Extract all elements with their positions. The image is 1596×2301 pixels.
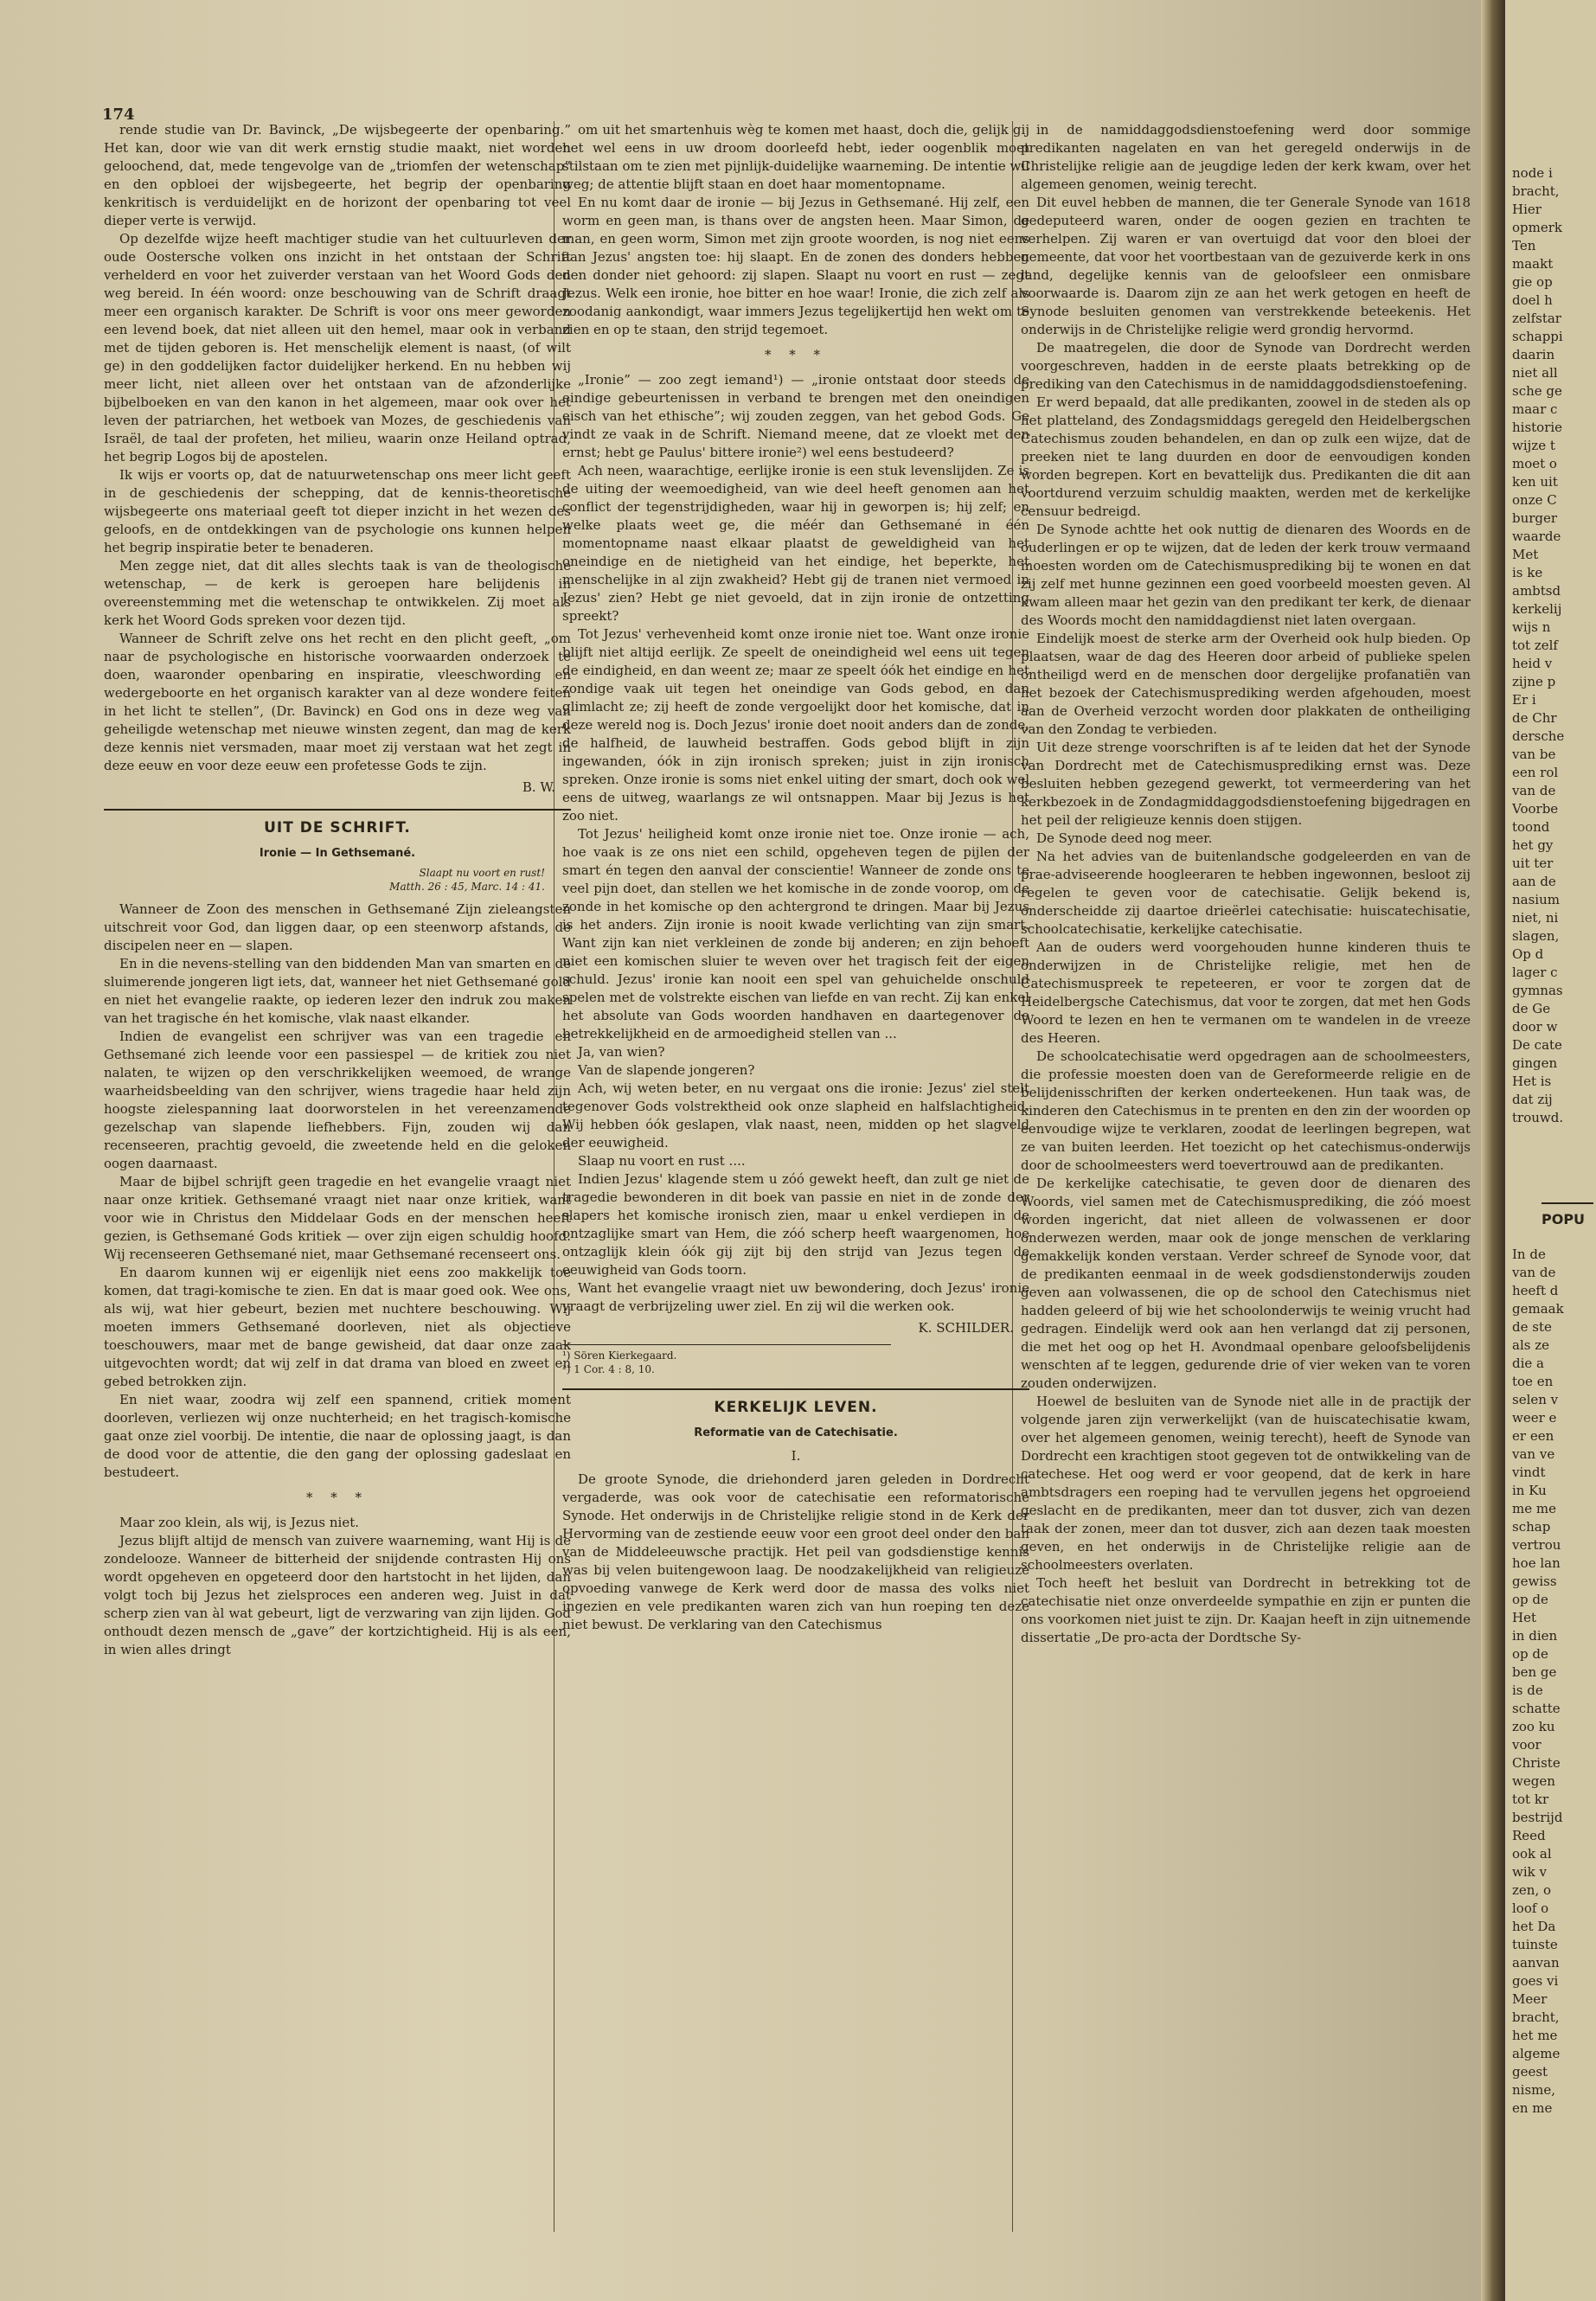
adjacent-page-line: moet o [1512, 456, 1557, 471]
adjacent-page-line: schatte [1512, 1701, 1561, 1716]
paragraph: De groote Synode, die driehonderd jaren geleden in Dordrecht vergaderde, was ook voor de catechisatie een reformatorische Synode. Het onderwijs in de Christelijke religie stond in de Kerk der Hervorming van de zestiende eeuw voor een groot deel onder den ban van de Middeleeuwsche practijk. Het peil van godsdienstige kennis was bij velen buitengewoon laag. De noodzakelijkheid van religieuze opvoeding vanwege de Kerk werd door de massa des volks niet ingezien en vele predikanten waren zich van hun roeping ten deze niet bewust. De verklaring van den Catechismus [562, 1471, 1029, 1632]
adjacent-page-line: heeft d [1512, 1283, 1559, 1298]
adjacent-page-line: selen v [1512, 1392, 1559, 1407]
adjacent-page-line: het me [1512, 2028, 1558, 2043]
adjacent-page-line: door w [1512, 1019, 1558, 1035]
adjacent-page-line: is ke [1512, 565, 1543, 580]
adjacent-page-text-top [1512, 164, 1594, 1127]
paragraph: Indien de evangelist een schrijver was van een tragedie en Gethsemané zich leende voor een passiespel — de kritiek zou niet nalaten, te wijzen op den verschrikkelijken weemoed, de wrange waarheidsbeelding van den schrijver, wiens tragedie haar held zijn hoogste zielespanning laat doorworstelen in het vereenzamende gezelschap van slapende liefhebbers. Fijn, zouden wij dan recenseeren, prachtig gevoeld, die zweetende held en die geloken oogen daarnaast. [104, 1029, 571, 1171]
paragraph: Maar de bijbel schrijft geen tragedie en het evangelie vraagt niet naar onze kritiek. Gethsemané vraagt niet naar onze kritiek, want voor wie in Christus den Middelaar Gods en der menschen heeft gezien, is Gethsemané Gods kritiek — over zijn eigen schuldig hoofd. Wij recenseeren Gethsemané niet, maar Gethsemané recenseert ons. [104, 1174, 571, 1262]
adjacent-page-text-bottom [1512, 1246, 1594, 2118]
adjacent-page-line: loof o [1512, 1900, 1549, 1916]
adjacent-page-line: doel h [1512, 292, 1553, 308]
paragraph: Eindelijk moest de sterke arm der Overheid ook hulp bieden. Op plaatsen, waar de dag des Heeren door arbeid of publieke spelen ontheiligd werd en de menschen door dergelijke profanatiën van het bezoek der Catechismusprediking werden afgehouden, moest aan de Overheid verzocht worden door plakkaten de ontheiliging van den Zondag te verbieden. [1021, 631, 1471, 737]
adjacent-page-line: gie op [1512, 274, 1553, 290]
paragraph: Ach, wij weten beter, en nu vergaat ons die ironie: Jezus' ziel stelt tegenover Gods volstrektheid ook onze slapheid en halfslachtigheid. Wij hebben óók geslapen, vlak naast, neen, midden op het slagveld der eeuwigheid. [562, 1080, 1029, 1150]
paragraph: Jezus blijft altijd de mensch van zuivere waarneming, want Hij is de zondelooze. Wanneer de bitterheid der snijdende contrasten Hij ons wordt opgeheven en opgeteerd door den hartstocht in het lijden, dan volgt toch bij Jezus het zielsproces een anderen weg. Juist in dat scherp zien van àl wat gebeurt, ligt de verzwaring van zijn lijden. God onthoudt dezen mensch de „gave” der kortzichtigheid. Hij is als een, in wien alles dringt [104, 1533, 571, 1657]
adjacent-page-line: wijze t [1512, 438, 1555, 453]
paragraph: De Synode deed nog meer. [1036, 830, 1213, 846]
paragraph: rende studie van Dr. Bavinck, „De wijsbegeerte der openbaring.” Het kan, door wie van dit werk ernstig studie maakt, niet worden geloochend, dat, mede tengevolge van de „triomfen der wetenschap” en den opbloei der wijsbegeerte, het begrip der openbaring kenkritisch is verduidelijkt en de horizont der openbaring tot veel dieper verte is verwijd. [104, 122, 571, 228]
adjacent-page-heading: POPU [1542, 1202, 1593, 1227]
adjacent-page-line: schappi [1512, 329, 1563, 344]
adjacent-page-line: bracht, [1512, 183, 1560, 199]
paragraph: En niet waar, zoodra wij zelf een spannend, critiek moment doorleven, verliezen wij onze nuchterheid; en het tragisch-komische gaat onze ziel voorbij. De intentie, die naar de oplossing jaagt, is dan de dood voor de attentie, die den gang der oplossing gadeslaat en bestudeert. [104, 1392, 571, 1480]
adjacent-page-line: dersche [1512, 728, 1565, 744]
adjacent-page-line: is de [1512, 1682, 1543, 1698]
page-number: 174 [102, 106, 135, 124]
adjacent-page-line: in dien [1512, 1628, 1558, 1644]
adjacent-page-line: onze C [1512, 492, 1557, 508]
paragraph: En daarom kunnen wij er eigenlijk niet eens zoo makkelijk toe komen, dat tragi-komische te zien. En dat is maar goed ook. Wee ons, als wij, wat hier gebeurt, bezien met nuchtere beschouwing. Wij moeten immers Gethsemané doorleven, niet als objectieve toeschouwers, maar met de bange gewisheid, dat daar onze zaak uitgevochten wordt; dat wij zelf in dat drama van bloed en zweet en gebed betrokken zijn. [104, 1265, 571, 1389]
footnote: ²) 1 Cor. 4 : 8, 10. [562, 1363, 655, 1375]
section-heading: KERKELIJK LEVEN. [562, 1388, 1029, 1417]
adjacent-page-line: een rol [1512, 765, 1559, 780]
adjacent-page-line: zijne p [1512, 674, 1556, 689]
adjacent-page-line: ook al [1512, 1846, 1552, 1862]
section-break-stars: * * * [764, 347, 828, 362]
adjacent-page-line: op de [1512, 1592, 1548, 1607]
adjacent-page-line: als ze [1512, 1337, 1549, 1353]
adjacent-page-line: er een [1512, 1428, 1554, 1444]
paragraph: Ik wijs er voorts op, dat de natuurwetenschap ons meer licht geeft in de geschiedenis der schepping, dat de kennis-theoretische wijsbegeerte ons materiaal geeft tot dieper inzicht in het wezen des geloofs, en de ontdekkingen van de psychologie ons kunnen helpen het begrip inspiratie beter te benaderen. [104, 467, 571, 555]
adjacent-page-line: niet all [1512, 365, 1558, 381]
adjacent-page-line: tot kr [1512, 1791, 1549, 1807]
paragraph: Ja, van wien? [578, 1044, 665, 1060]
adjacent-page-line: trouwd. [1512, 1110, 1564, 1125]
adjacent-page-line: gymnas [1512, 983, 1563, 998]
adjacent-page-line: Er i [1512, 692, 1536, 708]
paragraph: De schoolcatechisatie werd opgedragen aan de schoolmeesters, die professie moesten doen van de Gereformeerde religie en de belijdenisschriften der kerken onderteekenen. Hun taak was, de kinderen den Catechismus in te prenten en den zin der woorden op eenvoudige wijze te verklaren, zoodat de leerlingen begrepen, wat ze van buiten leerden. Het toezicht op het catechismus-onderwijs door de schoolmeesters werd toevertrouwd aan de predikanten. [1021, 1048, 1471, 1173]
adjacent-page-line: nasium [1512, 892, 1560, 907]
adjacent-page-line: Het [1512, 1610, 1536, 1625]
adjacent-page-line: heid v [1512, 656, 1553, 671]
paragraph: „Ironie” — zoo zegt iemand¹) — „ironie ontstaat door steeds de eindige gebeurtenissen in verband te brengen met den oneindigen eisch van het ethische”; wij zouden zeggen, van het gebod Gods. Ge vindt ze vaak in de Schrift. Niemand meene, dat ze vloekt met den ernst; hebt ge Paulus' bittere ironie²) wel eens bestudeerd? [562, 372, 1029, 460]
motto-reference: Matth. 26 : 45, Marc. 14 : 41. [389, 881, 545, 893]
adjacent-page-line: kerkelij [1512, 601, 1562, 617]
paragraph: De kerkelijke catechisatie, te geven door de dienaren des Woords, viel samen met de Catechismusprediking, die zóó moest worden ingericht, dat niet alleen de volwassenen er door onderwezen werden, maar ook de jonge menschen de verklaring gemakkelijk konden verstaan. Verder schreef de Synode voor, dat de predikanten eenmaal in de week godsdienstonderwijs zouden geven aan volwassenen, die op de school den Catechismus niet hadden geleerd of bij wie het schoolonderwijs te weinig vrucht had gedragen. Eindelijk werd ook aan hen verlangd dat zij personen, die met het oog op het H. Avondmaal openbare geloofsbelijdenis wenschten af te leggen, gedurende drie of vier weken van te voren zouden onderwijzen. [1021, 1176, 1471, 1391]
adjacent-page-line: Meer [1512, 1991, 1548, 2007]
adjacent-page-line: aanvan [1512, 1955, 1560, 1971]
article-title: Reformatie van de Catechisatie. [694, 1426, 898, 1439]
paragraph: En nu komt daar de ironie — bij Jezus in Gethsemané. Hij zelf, een worm en geen man, is thans over de angsten heen. Maar Simon, de man, en geen worm, Simon met zijn groote woorden, is nog niet eens aan Jezus' angsten toe: hij slaapt. En de zonen des donders hebben den donder niet gehoord: zij slapen. Slaapt nu voort en rust — zegt Jezus. Welk een ironie, hoe bitter en hoe waar! Ironie, die zich zelf als zoodanig aankondigt, waar immers Jezus tegelijkertijd hen wekt om te zien en op te staan, den strijd tegemoet. [562, 195, 1029, 337]
footnotes [562, 1344, 891, 1376]
adjacent-page-line: Reed [1512, 1828, 1546, 1843]
adjacent-page-line: me me [1512, 1501, 1556, 1516]
adjacent-page-line: maar c [1512, 401, 1558, 417]
adjacent-page-line: wegen [1512, 1773, 1555, 1789]
paragraph: Men zegge niet, dat dit alles slechts taak is van de theologische wetenschap, — de kerk is geroepen hare belijdenis in overeenstemming met die wetenschap te ontwikkelen. Zij moet als kerk het Woord Gods spreken voor dezen tijd. [104, 558, 571, 628]
adjacent-page-line: wijs n [1512, 619, 1551, 635]
motto-text: Slaapt nu voort en rust! [419, 867, 545, 879]
paragraph: De Synode achtte het ook nuttig de dienaren des Woords en de ouderlingen er op te wijzen, dat de leden der kerk trouw vermaand moesten worden om de Catechismusprediking bij te wonen en dat zij zelf met hunne gezinnen een goed voorbeeld moesten geven. Al kwam alleen maar het gezin van den predikant ter kerk, de dienaar des Woords mocht den namiddagdienst niet laten overgaan. [1021, 522, 1471, 628]
paragraph: Aan de ouders werd voorgehouden hunne kinderen thuis te onderwijzen in de Christelijke religie, met hen de Catechismuspreek te repeteeren, er voor te zorgen dat de Heidelbergsche Catechismus, dat voor te zorgen, dat met hen Gods Woord te lezen en hen te vermanen om te wandelen in de vreeze des Heeren. [1021, 939, 1471, 1046]
adjacent-page-line: aan de [1512, 874, 1556, 889]
adjacent-page-line: ben ge [1512, 1664, 1557, 1680]
adjacent-page-line: vindt [1512, 1465, 1546, 1480]
adjacent-page-line: gingen [1512, 1055, 1558, 1071]
paragraph: om uit het smartenhuis wèg te komen met haast, doch die, gelijk gij het wel eens in uw droom doorleefd hebt, ieder oogenblik moet stilstaan om te zien met pijnlijk-duidelijke waarneming. De intentie wil weg; de attentie blijft staan en doet haar momentopname. [562, 122, 1029, 192]
adjacent-page-line: lager c [1512, 965, 1558, 980]
adjacent-page-line: hoe lan [1512, 1555, 1561, 1571]
adjacent-page-line: niet, ni [1512, 910, 1559, 926]
adjacent-page-line: schap [1512, 1519, 1551, 1535]
adjacent-page-line: Voorbe [1512, 801, 1559, 817]
paragraph: Na het advies van de buitenlandsche godgeleerden en van de prae-adviseerende hoogleeraren te hebben ingewonnen, besloot zij regelen te geven voor de catechisatie. Gelijk bekend is, onderscheidde zij daartoe drieërlei catechisatie: huiscatechisatie, schoolcatechisatie, kerkelijke catechisatie. [1021, 849, 1471, 937]
paragraph: Toch heeft het besluit van Dordrecht in betrekking tot de catechisatie niet onze onverdeelde sympathie en zijn er punten die ons voorkomen niet juist te zijn. Dr. Kaajan heeft in zijn uitnemende dissertatie „De pro-acta der Dordtsche Sy- [1021, 1575, 1471, 1645]
paragraph: Wanneer de Schrift zelve ons het recht en den plicht geeft, „om naar de psychologische en historische voorwaarden onderzoek te doen, waaronder openbaring en inspiratie, vleeschwording en wedergeboorte en het organisch karakter van al deze wondere feiten in het licht te stellen”, (Dr. Bavinck) en God ons in deze weg van geheiligde wetenschap met nieuwe winsten zegent, dan mag de kerk deze kennis niet versmaden, maar moet zij verstaan wat het zegt in deze eeuw en voor deze eeuw een profetesse Gods te zijn. [104, 631, 571, 773]
adjacent-page-line: weer e [1512, 1410, 1557, 1426]
adjacent-page-line: algeme [1512, 2046, 1561, 2061]
adjacent-page-line: toe en [1512, 1374, 1554, 1389]
adjacent-page-line: Christe [1512, 1755, 1561, 1771]
adjacent-page-line: geest [1512, 2064, 1548, 2080]
paragraph: Ach neen, waarachtige, eerlijke ironie is een stuk levenslijden. Ze is de uiting der weemoedigheid, van wie deel heeft genomen aan het conflict der tegenstrijdigheden, waar hij in geworpen is; hij zelf; en welke plaats weet ge, die méér dan Gethsemané in één momentopname naast elkaar plaatst de geweldigheid van het oneindige en de nietigheid van het eindige, het beperkte, het menschelijke in al zijn zwakheid? Hebt gij de tranen niet vermoed in Jezus' zien? Hebt ge niet gevoeld, dat in zijn ironie de ontzetting spreekt? [562, 463, 1029, 624]
adjacent-page-line: die a [1512, 1356, 1544, 1371]
adjacent-page-line: sche ge [1512, 383, 1562, 399]
column-3 [1021, 121, 1471, 2232]
adjacent-page-line: bestrijd [1512, 1810, 1563, 1825]
article-continuation [104, 121, 571, 797]
adjacent-page-line: ken uit [1512, 474, 1558, 490]
adjacent-page-line: dat zij [1512, 1092, 1553, 1107]
adjacent-page-line: ambtsd [1512, 583, 1561, 599]
adjacent-page-line: Op d [1512, 946, 1544, 962]
adjacent-page-line: vertrou [1512, 1537, 1561, 1553]
adjacent-page-line: voor [1512, 1737, 1542, 1753]
paragraph: in de namiddaggodsdienstoefening werd door sommige predikanten nagelaten en van het geregeld onderwijs in de Christelijke religie aan de jeugdige leden der kerk kwam, over het algemeen genomen, weinig terecht. [1021, 122, 1471, 192]
paragraph: En in die nevens-stelling van den biddenden Man van smarten en de sluimerende jongeren ligt iets, dat, wanneer het niet Gethsemané gold en niet het evangelie raakte, op iederen lezer den indruk zou maken van het tragische én het komische, vlak naast elkander. [104, 956, 571, 1026]
adjacent-page-line: Het is [1512, 1074, 1552, 1089]
adjacent-page-line: burger [1512, 510, 1558, 526]
author-signature: K. SCHILDER. [918, 1320, 1014, 1336]
adjacent-page-line: tuinste [1512, 1937, 1558, 1952]
adjacent-page-line: waarde [1512, 529, 1561, 544]
adjacent-page-line: op de [1512, 1646, 1548, 1662]
section-heading: UIT DE SCHRIFT. [104, 809, 571, 837]
adjacent-page-line: de Chr [1512, 710, 1557, 726]
adjacent-page-line: node i [1512, 165, 1553, 181]
paragraph: De maatregelen, die door de Synode van Dordrecht werden voorgeschreven, hadden in de eerste plaats betrekking op de prediking van den Catechismus in de namiddaggodsdienstoefening. [1021, 340, 1471, 392]
paragraph: Slaap nu voort en rust .... [578, 1153, 746, 1169]
adjacent-page-line: zoo ku [1512, 1719, 1555, 1734]
page-spine-shadow [1481, 0, 1505, 2301]
adjacent-page-line: de Ge [1512, 1001, 1551, 1016]
adjacent-page-line: van be [1512, 747, 1556, 762]
adjacent-page-line: toond [1512, 819, 1550, 835]
adjacent-page-line: de ste [1512, 1319, 1552, 1335]
adjacent-page-line: In de [1512, 1247, 1546, 1262]
article-title: Ironie — In Gethsemané. [259, 847, 416, 860]
part-numeral: I. [791, 1448, 801, 1464]
adjacent-page-line: slagen, [1512, 928, 1560, 944]
adjacent-page-line: zen, o [1512, 1882, 1552, 1898]
adjacent-page-line: zelfstar [1512, 311, 1561, 326]
paragraph: Hoewel de besluiten van de Synode niet alle in de practijk der volgende jaren zijn verwerkelijkt (van de huiscatechisatie kwam, over het algemeen genomen, weinig terecht), heeft de Synode van Dordrecht een krachtigen stoot gegeven tot de ontwikkeling van de catechese. Het oog werd er voor geopend, dat de kerk in hare ambtsdragers een roeping had te vervullen jegens het opgroeiend geslacht en de predikanten, meer dan tot dusver, zich van dezen taak der zonen, meer dan tot dusver, zich aan dezen taak moesten geven, en het onderwijs in de Christelijke religie aan de schoolmeesters overlaten. [1021, 1394, 1471, 1573]
adjacent-page-line: uit ter [1512, 856, 1554, 871]
adjacent-page-line: gewiss [1512, 1574, 1557, 1589]
adjacent-page-line: De cate [1512, 1037, 1562, 1053]
paragraph: Tot Jezus' verhevenheid komt onze ironie niet toe. Want onze ironie blijft niet altijd eerlijk. Ze speelt de oneindigheid wel eens uit tegen de eindigheid, en dan weent ze; maar ze speelt óók het eindige en het zondige vaak uit tegen het oneindige van Gods gebod, en dan glimlacht ze; zij heeft de zonde vergoelijkt door het komische, dat in deze wereld nog is. Doch Jezus' ironie doet nooit anders dan de zonde, de halfheid, de lauwheid bestraffen. Gods gebod blijft in zijn ingewanden, óók in zijn ironisch spreken; juist in zijn ironisch spreken. Onze ironie is soms niet enkel uiting der smart, doch ook wel eens de uitweg, waarlangs ze wil ontsnappen. Maar bij Jezus is het zoo niet. [562, 626, 1029, 824]
adjacent-page-line: tot zelf [1512, 638, 1558, 653]
adjacent-page-line: gemaak [1512, 1301, 1564, 1317]
column-1 [104, 121, 571, 2232]
adjacent-page-line: opmerk [1512, 220, 1562, 235]
paragraph: Indien Jezus' klagende stem u zóó gewekt heeft, dan zult ge niet de tragedie bewonderen in dit boek van passie en niet in de zonde der slapers het komische ironisch zien, maar u enkel verdiepen in de ontzaglijke smart van Hem, die zóó scherp heeft waargenomen, hoe ontzaglijk klein óók gij zijt bij den strijd van Jezus tegen de eeuwigheid van Gods toorn. [562, 1171, 1029, 1278]
adjacent-page-line: nisme, [1512, 2082, 1556, 2098]
scripture-motto [104, 866, 545, 894]
adjacent-page-line: van de [1512, 783, 1556, 798]
paragraph: Dit euvel hebben de mannen, die ter Generale Synode van 1618 gedeputeerd waren, onder de oogen gezien en trachten te verhelpen. Zij waren er van overtuigd dat voor den bloei der gemeente, dat voor het voortbestaan van de gezuiverde kerk in ons land, degelijke kennis van de geloofsleer een onmisbare voorwaarde is. Daarom zijn ze aan het werk getogen en heeft de Synode besluiten genomen van verstrekkende beteekenis. Het onderwijs in de Christelijke religie werd grondig hervormd. [1021, 195, 1471, 337]
adjacent-page-line: het gy [1512, 837, 1554, 853]
adjacent-page-line: en me [1512, 2100, 1553, 2116]
paragraph: Uit deze strenge voorschriften is af te leiden dat het der Synode van Dordrecht met de Catechismusprediking ernst was. Deze besluiten hebben gezegend gewerkt, tot vermeerdering van het kerkbezoek in de Zondagmiddaggodsdienstoefening bijgedragen en het peil der religieuze kennis doen stijgen. [1021, 740, 1471, 828]
paragraph: Tot Jezus' heiligheid komt onze ironie niet toe. Onze ironie — ach, hoe vaak is ze ons niet een schild, opgeheven tegen de pijlen der smart én tegen den aanval der conscientie! Wanneer de zonde ons te veel pijn doet, dan stellen we het komische in de zonde voorop, om de zonde in het komische op den achtergrond te dringen. Maar bij Jezus is het anders. Zijn ironie is nooit kwade verlichting van zijn smart. Want zijn kan niet verkleinen de zonde bij anderen; en zijn behoeft niet een komischen sluier te weven over het tragisch feit der eigen schuld. Jezus' ironie kan nooit een spel van gehuichelde onschuld spelen met de volstrekte eischen van liefde en van recht. Zij kan enkel het absolute van Gods woorden handhaven en daartegenover de betrekkelijkheid en de armoedigheid stellen van ... [562, 826, 1029, 1042]
adjacent-page-line: goes vi [1512, 1973, 1559, 1989]
adjacent-page-line: Hier [1512, 202, 1542, 217]
adjacent-page-line: in Ku [1512, 1483, 1547, 1498]
paragraph: Want het evangelie vraagt niet uw bewondering, doch Jezus' ironie vraagt de verbrijzeling uwer ziel. En zij wil die werken ook. [562, 1280, 1029, 1314]
footnote: ¹) Sören Kierkegaard. [562, 1349, 677, 1362]
section-break-stars: * * * [305, 1490, 369, 1505]
adjacent-page-line: Met [1512, 547, 1539, 562]
adjacent-page-line: van de [1512, 1265, 1556, 1280]
paragraph: Op dezelfde wijze heeft machtiger studie van het cultuurleven der oude Oostersche volken ons inzicht in het ontstaan der Schrift verhelderd en voor het zuiverder verstaan van het Woord Gods den weg bereid. In één woord: onze beschouwing van de Schrift draagt meer een organisch karakter. De Schrift is voor ons meer geworden een levend boek, dat niet alleen uit den hemel, maar ook in verband met de tijden geboren is. Het menschelijk element is naast, (of wilt ge) in den goddelijken factor duidelijker herkend. En nu hebben wij meer licht, niet alleen over het ontstaan van de afzonderlijke bijbelboeken en van den kanon in het algemeen, maar ook over het leven der patriarchen, het wetboek van Mozes, de geschiedenis van Israël, de taal der profeten, het milieu, waarin onze Heiland optrad, het begrip Logos bij de apostelen. [104, 231, 571, 465]
adjacent-page-line: daarin [1512, 347, 1555, 362]
paragraph: Maar zoo klein, als wij, is Jezus niet. [119, 1515, 360, 1530]
adjacent-page-line: wik v [1512, 1864, 1547, 1880]
column-2 [562, 121, 1029, 2232]
adjacent-page-line: bracht, [1512, 2009, 1560, 2025]
author-signature: B. W. [522, 779, 555, 795]
adjacent-page-line: van ve [1512, 1446, 1555, 1462]
adjacent-page-line: Ten [1512, 238, 1536, 253]
adjacent-page-line: het Da [1512, 1919, 1556, 1934]
adjacent-page-line: maakt [1512, 256, 1554, 272]
adjacent-page-line: historie [1512, 420, 1563, 435]
paragraph: Er werd bepaald, dat alle predikanten, zoowel in de steden als op het platteland, des Zondagsmiddags geregeld den Heidelbergschen Catechismus zouden behandelen, en dan op zulk een wijze, dat de preeken niet te lang duurden en door de eenvoudigen konden worden begrepen. Kort en bevattelijk dus. Predikanten die dit aan voortdurend verzuim schuldig maakten, werden met de kerkelijke censuur bedreigd. [1021, 394, 1471, 519]
paragraph: Van de slapende jongeren? [578, 1062, 755, 1078]
paragraph: Wanneer de Zoon des menschen in Gethsemané Zijn zieleangsten uitschreit voor God, dan liggen daar, op een steenworp afstands, de discipelen neer en — slapen. [104, 901, 571, 953]
